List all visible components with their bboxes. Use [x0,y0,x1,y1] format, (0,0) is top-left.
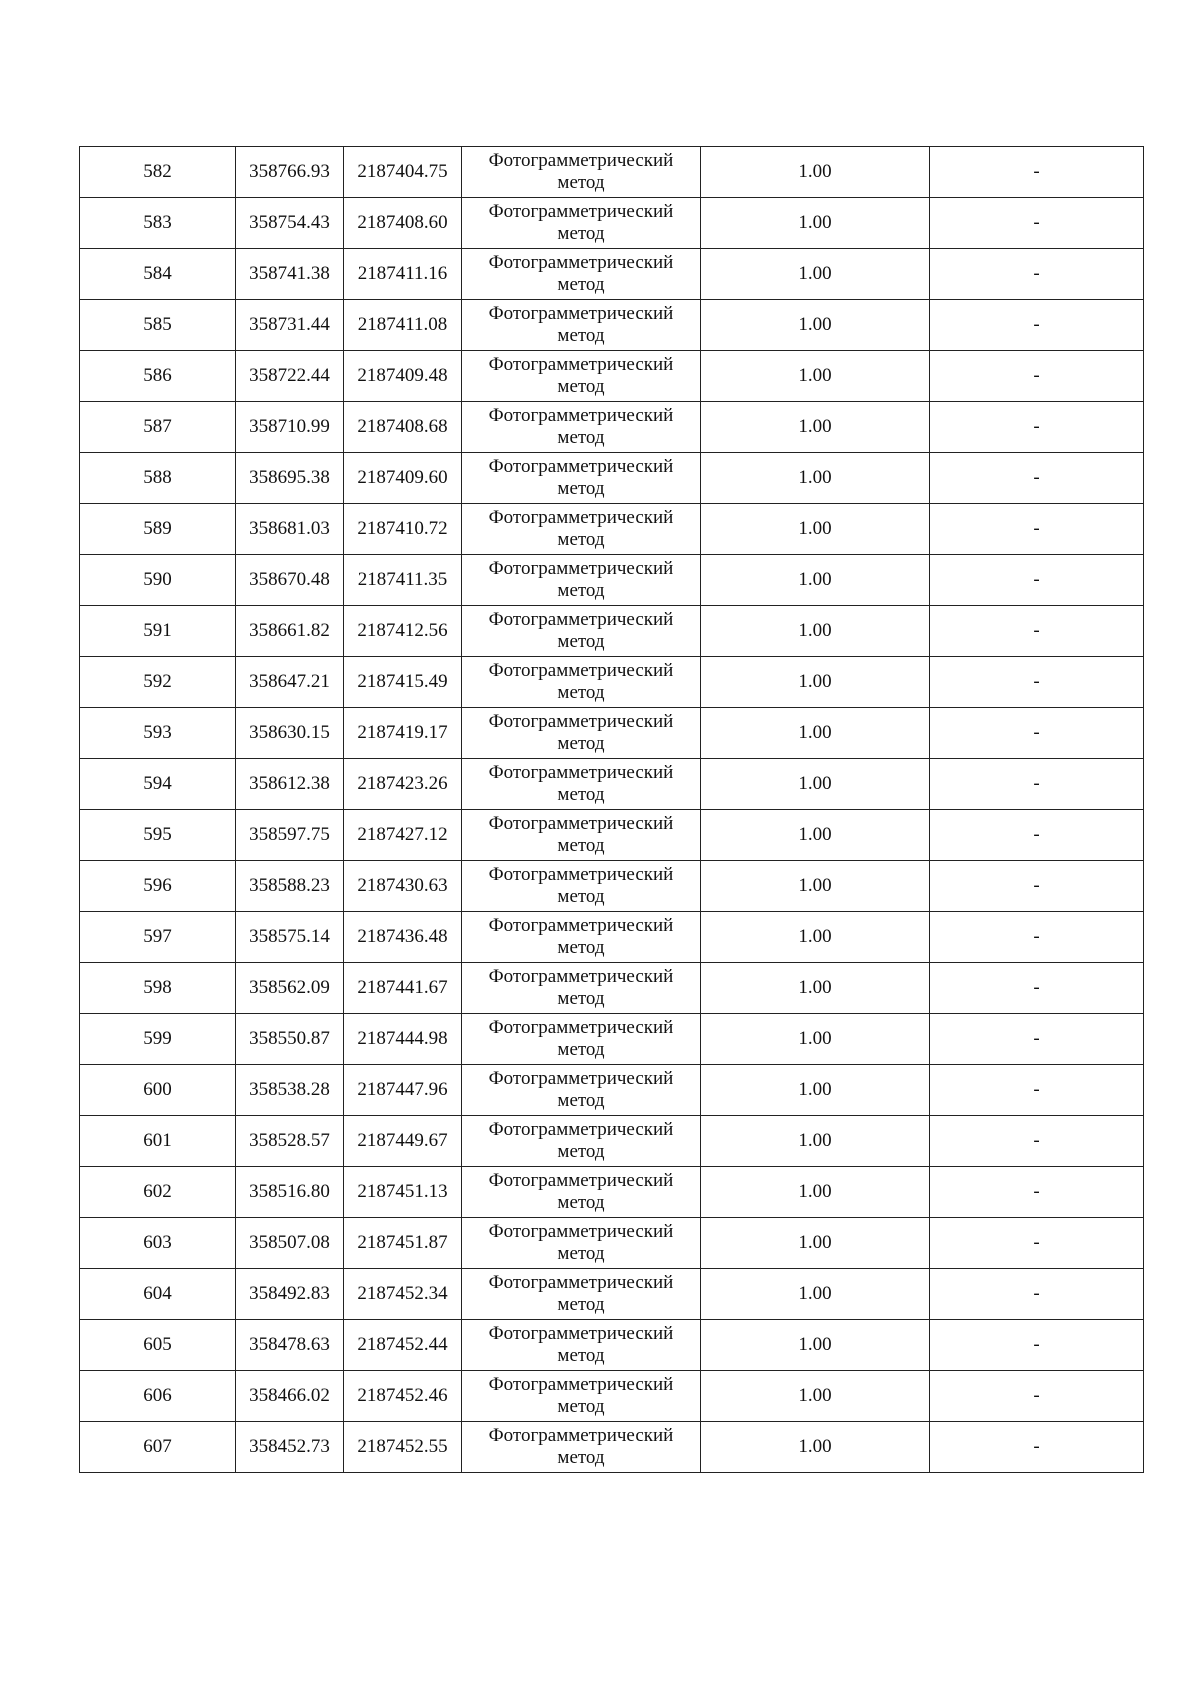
coordinates-table [79,146,1144,1473]
note-cell: - [930,1269,1144,1320]
accuracy-cell: 1.00 [701,351,930,402]
point-number-cell: 593 [80,708,236,759]
note-cell: - [930,351,1144,402]
coordinate-x-cell: 358492.83 [236,1269,344,1320]
table-row [80,1116,1144,1167]
note-cell: - [930,1320,1144,1371]
note-cell: - [930,555,1144,606]
method-text: Фотограмметрический метод [488,1068,674,1111]
method-cell [462,198,701,249]
coordinate-x-cell: 358612.38 [236,759,344,810]
note-cell: - [930,861,1144,912]
table-row [80,147,1144,198]
table-row [80,861,1144,912]
coordinate-x-cell: 358528.57 [236,1116,344,1167]
method-cell [462,708,701,759]
coordinate-y-cell: 2187411.16 [344,249,462,300]
point-number-cell: 588 [80,453,236,504]
coordinate-y-cell: 2187452.55 [344,1422,462,1473]
coordinate-y-cell: 2187441.67 [344,963,462,1014]
table-row [80,708,1144,759]
method-cell [462,402,701,453]
method-text: Фотограмметрический метод [488,252,674,295]
method-cell [462,1269,701,1320]
method-text: Фотограмметрический метод [488,762,674,805]
table-row [80,453,1144,504]
method-text: Фотограмметрический метод [488,915,674,958]
coordinate-y-cell: 2187404.75 [344,147,462,198]
note-cell: - [930,453,1144,504]
method-cell [462,1065,701,1116]
note-cell: - [930,810,1144,861]
note-cell: - [930,1167,1144,1218]
note-cell: - [930,1116,1144,1167]
method-cell [462,963,701,1014]
note-cell: - [930,504,1144,555]
coordinate-x-cell: 358695.38 [236,453,344,504]
coordinate-x-cell: 358722.44 [236,351,344,402]
method-text: Фотограмметрический метод [488,711,674,754]
table-row [80,1422,1144,1473]
table-row [80,1218,1144,1269]
coordinate-x-cell: 358766.93 [236,147,344,198]
accuracy-cell: 1.00 [701,300,930,351]
coordinate-y-cell: 2187447.96 [344,1065,462,1116]
method-cell [462,1422,701,1473]
table-row [80,1269,1144,1320]
coordinate-x-cell: 358670.48 [236,555,344,606]
table-row [80,1065,1144,1116]
accuracy-cell: 1.00 [701,402,930,453]
accuracy-cell: 1.00 [701,1371,930,1422]
coordinate-y-cell: 2187409.60 [344,453,462,504]
accuracy-cell: 1.00 [701,249,930,300]
accuracy-cell: 1.00 [701,1269,930,1320]
coordinate-x-cell: 358516.80 [236,1167,344,1218]
table-row [80,198,1144,249]
coordinate-y-cell: 2187408.60 [344,198,462,249]
method-text: Фотограмметрический метод [488,354,674,397]
point-number-cell: 595 [80,810,236,861]
note-cell: - [930,1371,1144,1422]
table-row [80,963,1144,1014]
method-text: Фотограмметрический метод [488,1017,674,1060]
method-text: Фотограмметрический метод [488,405,674,448]
note-cell: - [930,759,1144,810]
method-cell [462,300,701,351]
coordinate-y-cell: 2187427.12 [344,810,462,861]
point-number-cell: 597 [80,912,236,963]
coordinate-y-cell: 2187452.34 [344,1269,462,1320]
accuracy-cell: 1.00 [701,1422,930,1473]
method-cell [462,1371,701,1422]
method-text: Фотограмметрический метод [488,966,674,1009]
coordinate-x-cell: 358681.03 [236,504,344,555]
coordinate-y-cell: 2187423.26 [344,759,462,810]
note-cell: - [930,1065,1144,1116]
method-cell [462,1167,701,1218]
point-number-cell: 606 [80,1371,236,1422]
point-number-cell: 594 [80,759,236,810]
coordinate-y-cell: 2187411.35 [344,555,462,606]
method-cell [462,453,701,504]
table-row [80,300,1144,351]
table-row [80,606,1144,657]
point-number-cell: 586 [80,351,236,402]
accuracy-cell: 1.00 [701,1320,930,1371]
method-cell [462,1320,701,1371]
coordinate-x-cell: 358478.63 [236,1320,344,1371]
accuracy-cell: 1.00 [701,1167,930,1218]
note-cell: - [930,912,1144,963]
table-row [80,810,1144,861]
coordinate-y-cell: 2187449.67 [344,1116,462,1167]
coordinate-x-cell: 358588.23 [236,861,344,912]
accuracy-cell: 1.00 [701,963,930,1014]
point-number-cell: 582 [80,147,236,198]
coordinate-y-cell: 2187452.44 [344,1320,462,1371]
note-cell: - [930,147,1144,198]
accuracy-cell: 1.00 [701,555,930,606]
note-cell: - [930,657,1144,708]
method-cell [462,810,701,861]
method-text: Фотограмметрический метод [488,1119,674,1162]
method-text: Фотограмметрический метод [488,660,674,703]
method-cell [462,504,701,555]
method-cell [462,555,701,606]
coordinate-y-cell: 2187451.13 [344,1167,462,1218]
method-cell [462,912,701,963]
note-cell: - [930,606,1144,657]
coordinate-x-cell: 358647.21 [236,657,344,708]
method-text: Фотограмметрический метод [488,1221,674,1264]
method-cell [462,249,701,300]
note-cell: - [930,1422,1144,1473]
method-text: Фотограмметрический метод [488,813,674,856]
point-number-cell: 583 [80,198,236,249]
coordinate-x-cell: 358731.44 [236,300,344,351]
coordinate-y-cell: 2187408.68 [344,402,462,453]
accuracy-cell: 1.00 [701,1065,930,1116]
coordinate-x-cell: 358754.43 [236,198,344,249]
method-text: Фотограмметрический метод [488,303,674,346]
accuracy-cell: 1.00 [701,708,930,759]
note-cell: - [930,249,1144,300]
accuracy-cell: 1.00 [701,147,930,198]
table-row [80,1167,1144,1218]
point-number-cell: 602 [80,1167,236,1218]
point-number-cell: 607 [80,1422,236,1473]
point-number-cell: 604 [80,1269,236,1320]
accuracy-cell: 1.00 [701,759,930,810]
note-cell: - [930,963,1144,1014]
point-number-cell: 596 [80,861,236,912]
note-cell: - [930,1218,1144,1269]
coordinate-x-cell: 358710.99 [236,402,344,453]
note-cell: - [930,198,1144,249]
note-cell: - [930,708,1144,759]
note-cell: - [930,300,1144,351]
table-row [80,912,1144,963]
method-cell [462,147,701,198]
coordinate-y-cell: 2187411.08 [344,300,462,351]
method-text: Фотограмметрический метод [488,864,674,907]
method-text: Фотограмметрический метод [488,558,674,601]
accuracy-cell: 1.00 [701,453,930,504]
table-row [80,402,1144,453]
table-row [80,759,1144,810]
coordinate-x-cell: 358466.02 [236,1371,344,1422]
coordinate-x-cell: 358661.82 [236,606,344,657]
coordinate-y-cell: 2187436.48 [344,912,462,963]
coordinate-x-cell: 358597.75 [236,810,344,861]
table-row [80,249,1144,300]
coordinate-y-cell: 2187410.72 [344,504,462,555]
accuracy-cell: 1.00 [701,1116,930,1167]
accuracy-cell: 1.00 [701,606,930,657]
point-number-cell: 589 [80,504,236,555]
method-text: Фотограмметрический метод [488,1425,674,1468]
accuracy-cell: 1.00 [701,810,930,861]
method-text: Фотограмметрический метод [488,507,674,550]
table-row [80,657,1144,708]
method-text: Фотограмметрический метод [488,1323,674,1366]
point-number-cell: 585 [80,300,236,351]
coordinate-x-cell: 358741.38 [236,249,344,300]
coordinate-y-cell: 2187419.17 [344,708,462,759]
coordinate-x-cell: 358562.09 [236,963,344,1014]
method-text: Фотограмметрический метод [488,1374,674,1417]
point-number-cell: 591 [80,606,236,657]
point-number-cell: 600 [80,1065,236,1116]
note-cell: - [930,1014,1144,1065]
method-cell [462,1014,701,1065]
point-number-cell: 605 [80,1320,236,1371]
method-cell [462,861,701,912]
accuracy-cell: 1.00 [701,504,930,555]
note-cell: - [930,402,1144,453]
point-number-cell: 603 [80,1218,236,1269]
coordinate-y-cell: 2187444.98 [344,1014,462,1065]
method-cell [462,606,701,657]
coordinate-x-cell: 358550.87 [236,1014,344,1065]
point-number-cell: 598 [80,963,236,1014]
method-cell [462,1218,701,1269]
table-row [80,351,1144,402]
method-text: Фотограмметрический метод [488,150,674,193]
accuracy-cell: 1.00 [701,1218,930,1269]
coordinate-y-cell: 2187409.48 [344,351,462,402]
method-cell [462,657,701,708]
table-row [80,504,1144,555]
point-number-cell: 592 [80,657,236,708]
accuracy-cell: 1.00 [701,861,930,912]
method-text: Фотограмметрический метод [488,1170,674,1213]
method-text: Фотограмметрический метод [488,1272,674,1315]
table-row [80,1014,1144,1065]
accuracy-cell: 1.00 [701,912,930,963]
coordinates-table-body [80,147,1144,1473]
coordinate-y-cell: 2187412.56 [344,606,462,657]
method-text: Фотограмметрический метод [488,456,674,499]
table-row [80,1320,1144,1371]
coordinate-x-cell: 358630.15 [236,708,344,759]
coordinate-x-cell: 358538.28 [236,1065,344,1116]
coordinate-x-cell: 358507.08 [236,1218,344,1269]
accuracy-cell: 1.00 [701,198,930,249]
coordinate-y-cell: 2187452.46 [344,1371,462,1422]
coordinate-y-cell: 2187430.63 [344,861,462,912]
table-row [80,555,1144,606]
point-number-cell: 584 [80,249,236,300]
coordinate-x-cell: 358452.73 [236,1422,344,1473]
coordinate-y-cell: 2187451.87 [344,1218,462,1269]
method-cell [462,759,701,810]
method-cell [462,351,701,402]
point-number-cell: 590 [80,555,236,606]
method-text: Фотограмметрический метод [488,201,674,244]
method-cell [462,1116,701,1167]
coordinate-x-cell: 358575.14 [236,912,344,963]
accuracy-cell: 1.00 [701,657,930,708]
method-text: Фотограмметрический метод [488,609,674,652]
coordinate-y-cell: 2187415.49 [344,657,462,708]
table-row [80,1371,1144,1422]
point-number-cell: 601 [80,1116,236,1167]
point-number-cell: 587 [80,402,236,453]
point-number-cell: 599 [80,1014,236,1065]
accuracy-cell: 1.00 [701,1014,930,1065]
